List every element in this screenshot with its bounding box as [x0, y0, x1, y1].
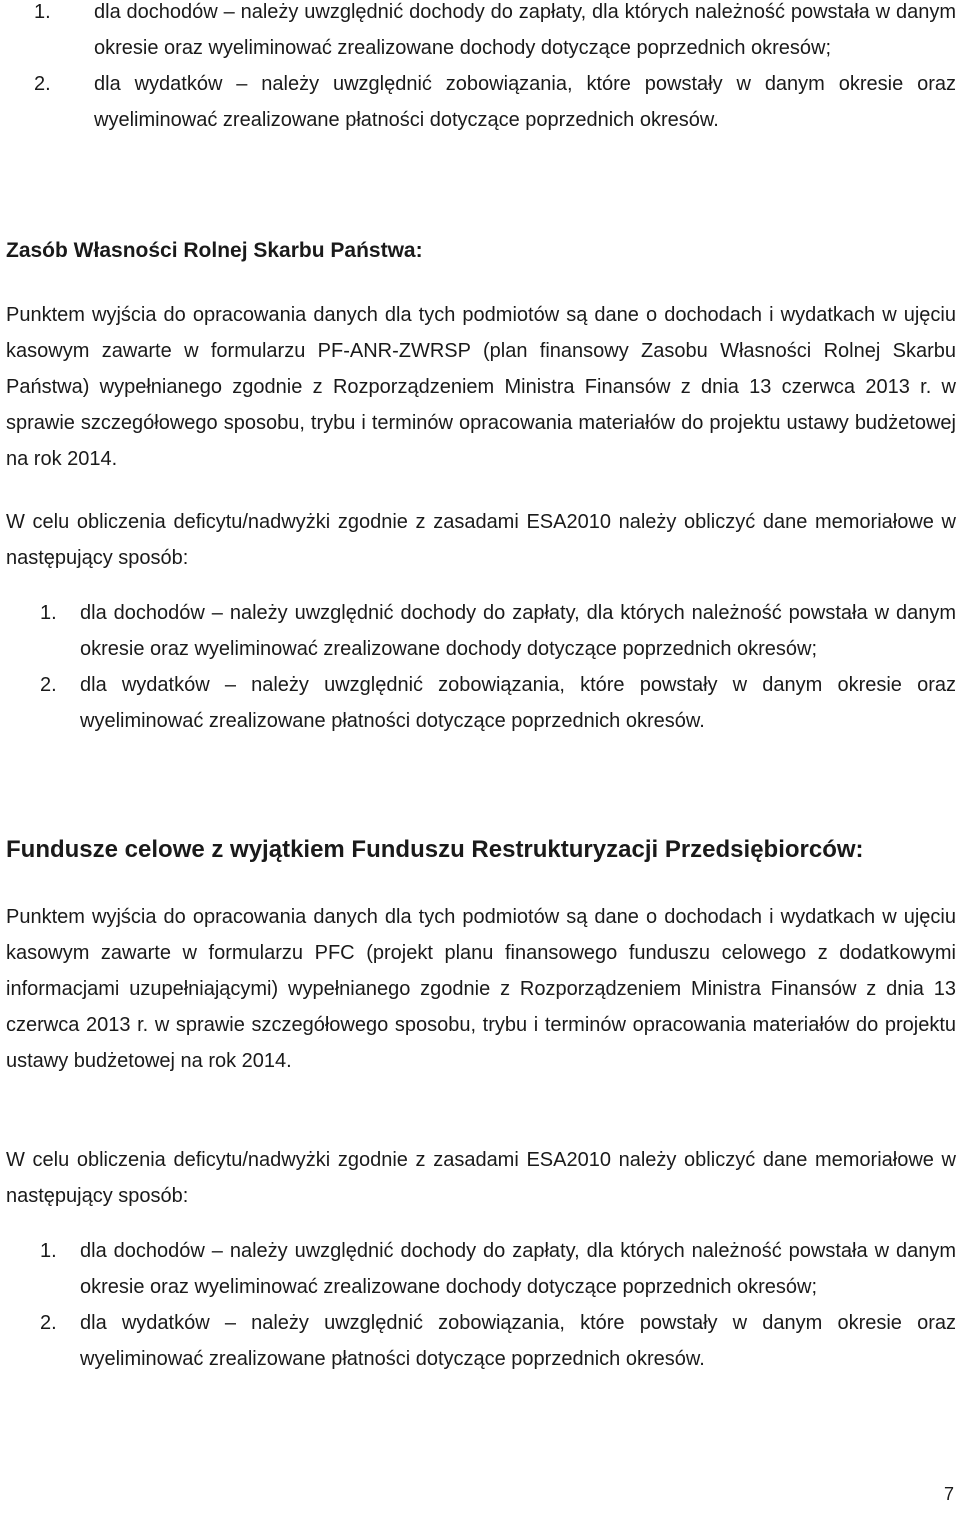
list-item — [6, 595, 956, 667]
section-heading: Zasób Własności Rolnej Skarbu Państwa: — [6, 239, 423, 262]
list-item — [6, 667, 956, 739]
list-text: dla dochodów – należy uwzględnić dochody do zapłaty, dla których należność powstała w danym okresie oraz wyeliminować zrealizowane dochody dotyczące poprzednich okresów; — [94, 1, 956, 59]
list-number: 1. — [40, 1240, 57, 1262]
list-number: 1. — [40, 602, 57, 624]
section1-list — [6, 595, 956, 739]
list-text: dla wydatków – należy uwzględnić zobowiązania, które powstały w danym okresie oraz wyeliminować zrealizowane płatności dotyczące poprzednich okresów. — [80, 1312, 956, 1370]
list-text: dla dochodów – należy uwzględnić dochody do zapłaty, dla których należność powstała w danym okresie oraz wyeliminować zrealizowane dochody dotyczące poprzednich okresów; — [80, 602, 956, 660]
list-text: dla wydatków – należy uwzględnić zobowiązania, które powstały w danym okresie oraz wyeliminować zrealizowane płatności dotyczące poprzednich okresów. — [80, 674, 956, 732]
paragraph: W celu obliczenia deficytu/nadwyżki zgodnie z zasadami ESA2010 należy obliczyć dane memoriałowe w następujący sposób: — [6, 1149, 956, 1207]
section-heading: Fundusze celowe z wyjątkiem Funduszu Restrukturyzacji Przedsiębiorców: — [6, 836, 864, 863]
page-number: 7 — [943, 1484, 954, 1504]
paragraph: W celu obliczenia deficytu/nadwyżki zgodnie z zasadami ESA2010 należy obliczyć dane memoriałowe w następujący sposób: — [6, 511, 956, 569]
section2-list — [6, 1233, 956, 1377]
list-item — [6, 66, 956, 138]
list-number: 2. — [40, 1312, 57, 1334]
list-item — [6, 0, 956, 66]
top-list — [6, 0, 956, 138]
list-item — [6, 1305, 956, 1377]
list-number: 1. — [34, 1, 51, 23]
list-item — [6, 1233, 956, 1305]
list-text: dla wydatków – należy uwzględnić zobowiązania, które powstały w danym okresie oraz wyeliminować zrealizowane płatności dotyczące poprzednich okresów. — [94, 73, 956, 131]
list-number: 2. — [34, 73, 51, 95]
list-text: dla dochodów – należy uwzględnić dochody do zapłaty, dla których należność powstała w danym okresie oraz wyeliminować zrealizowane dochody dotyczące poprzednich okresów; — [80, 1240, 956, 1298]
list-number: 2. — [40, 674, 57, 696]
paragraph: Punktem wyjścia do opracowania danych dla tych podmiotów są dane o dochodach i wydatkach w ujęciu kasowym zawarte w formularzu PFC (projekt planu finansowego funduszu celowego z dodatkowymi informacjami uzupełniającymi) wypełnianego zgodnie z Rozporządzeniem Ministra Finansów z dnia 13 czerwca 2013 r. w sprawie szczegółowego sposobu, trybu i terminów opracowania materiałów do projektu ustawy budżetowej na rok 2014. — [6, 906, 956, 1072]
paragraph: Punktem wyjścia do opracowania danych dla tych podmiotów są dane o dochodach i wydatkach w ujęciu kasowym zawarte w formularzu PF-ANR-ZWRSP (plan finansowy Zasobu Własności Rolnej Skarbu Państwa) wypełnianego zgodnie z Rozporządzeniem Ministra Finansów z dnia 13 czerwca 2013 r. w sprawie szczegółowego sposobu, trybu i terminów opracowania materiałów do projektu ustawy budżetowej na rok 2014. — [6, 304, 956, 470]
